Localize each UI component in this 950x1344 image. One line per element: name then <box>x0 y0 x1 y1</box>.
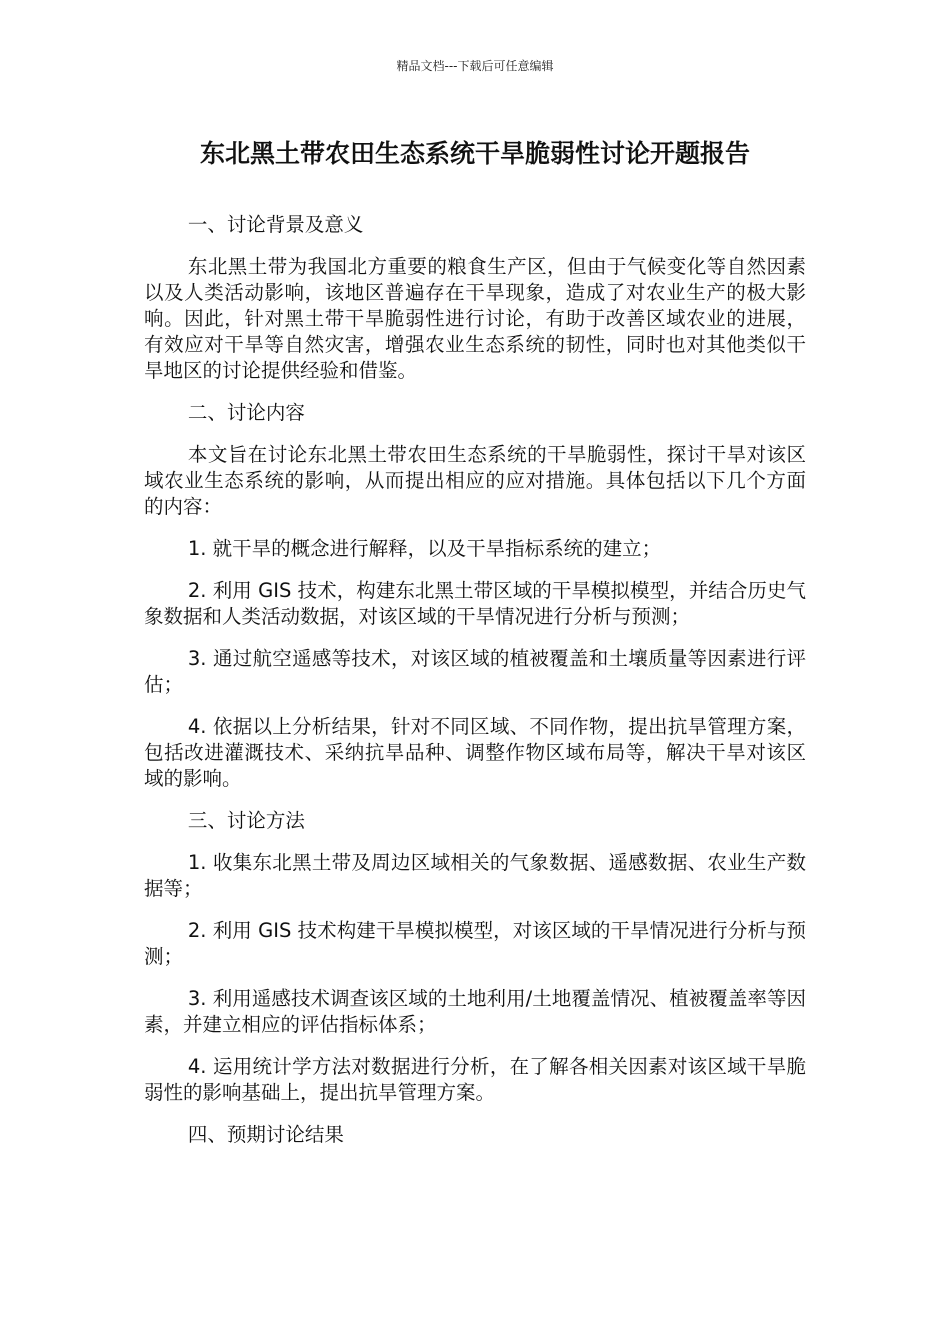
content-item-4: 4. 依据以上分析结果，针对不同区域、不同作物，提出抗旱管理方案，包括改进灌溉技术、采纳抗旱品种、调整作物区域布局等，解决干旱对该区域的影响。 <box>144 715 806 790</box>
document-body <box>144 212 806 1164</box>
content-item-2: 2. 利用 GIS 技术，构建东北黑土带区域的干旱模拟模型，并结合历史气象数据和人类活动数据，对该区域的干旱情况进行分析与预测； <box>144 579 806 628</box>
paragraph-content-intro: 本文旨在讨论东北黑土带农田生态系统的干旱脆弱性，探讨干旱对该区域农业生态系统的影响，从而提出相应的应对措施。具体包括以下几个方面的内容： <box>144 443 806 518</box>
method-item-2: 2. 利用 GIS 技术构建干旱模拟模型，对该区域的干旱情况进行分析与预测； <box>144 919 806 968</box>
paragraph-background: 东北黑土带为我国北方重要的粮食生产区，但由于气候变化等自然因素以及人类活动影响，该地区普遍存在干旱现象，造成了对农业生产的极大影响。因此，针对黑土带干旱脆弱性进行讨论，有助于改善区域农业的进展，有效应对干旱等自然灾害，增强农业生态系统的韧性，同时也对其他类似干旱地区的讨论提供经验和借鉴。 <box>144 255 806 382</box>
section-heading-expected-results: 四、预期讨论结果 <box>187 1123 344 1146</box>
method-item-4: 4. 运用统计学方法对数据进行分析，在了解各相关因素对该区域干旱脆弱性的影响基础上，提出抗旱管理方案。 <box>144 1055 806 1104</box>
method-item-1: 1. 收集东北黑土带及周边区域相关的气象数据、遥感数据、农业生产数据等； <box>144 851 806 900</box>
content-item-3: 3. 通过航空遥感等技术，对该区域的植被覆盖和土壤质量等因素进行评估； <box>144 647 806 696</box>
section-heading-content: 二、讨论内容 <box>187 401 305 424</box>
section-heading-methods: 三、讨论方法 <box>187 809 305 832</box>
method-item-3: 3. 利用遥感技术调查该区域的土地利用/土地覆盖情况、植被覆盖率等因素，并建立相应的评估指标体系； <box>144 987 806 1036</box>
content-item-1: 1. 就干旱的概念进行解释，以及干旱指标系统的建立； <box>187 537 662 560</box>
section-heading-background: 一、讨论背景及意义 <box>187 213 364 236</box>
document-title: 东北黑土带农田生态系统干旱脆弱性讨论开题报告 <box>199 139 750 168</box>
page-header: 精品文档---下载后可任意编辑 <box>396 59 554 73</box>
